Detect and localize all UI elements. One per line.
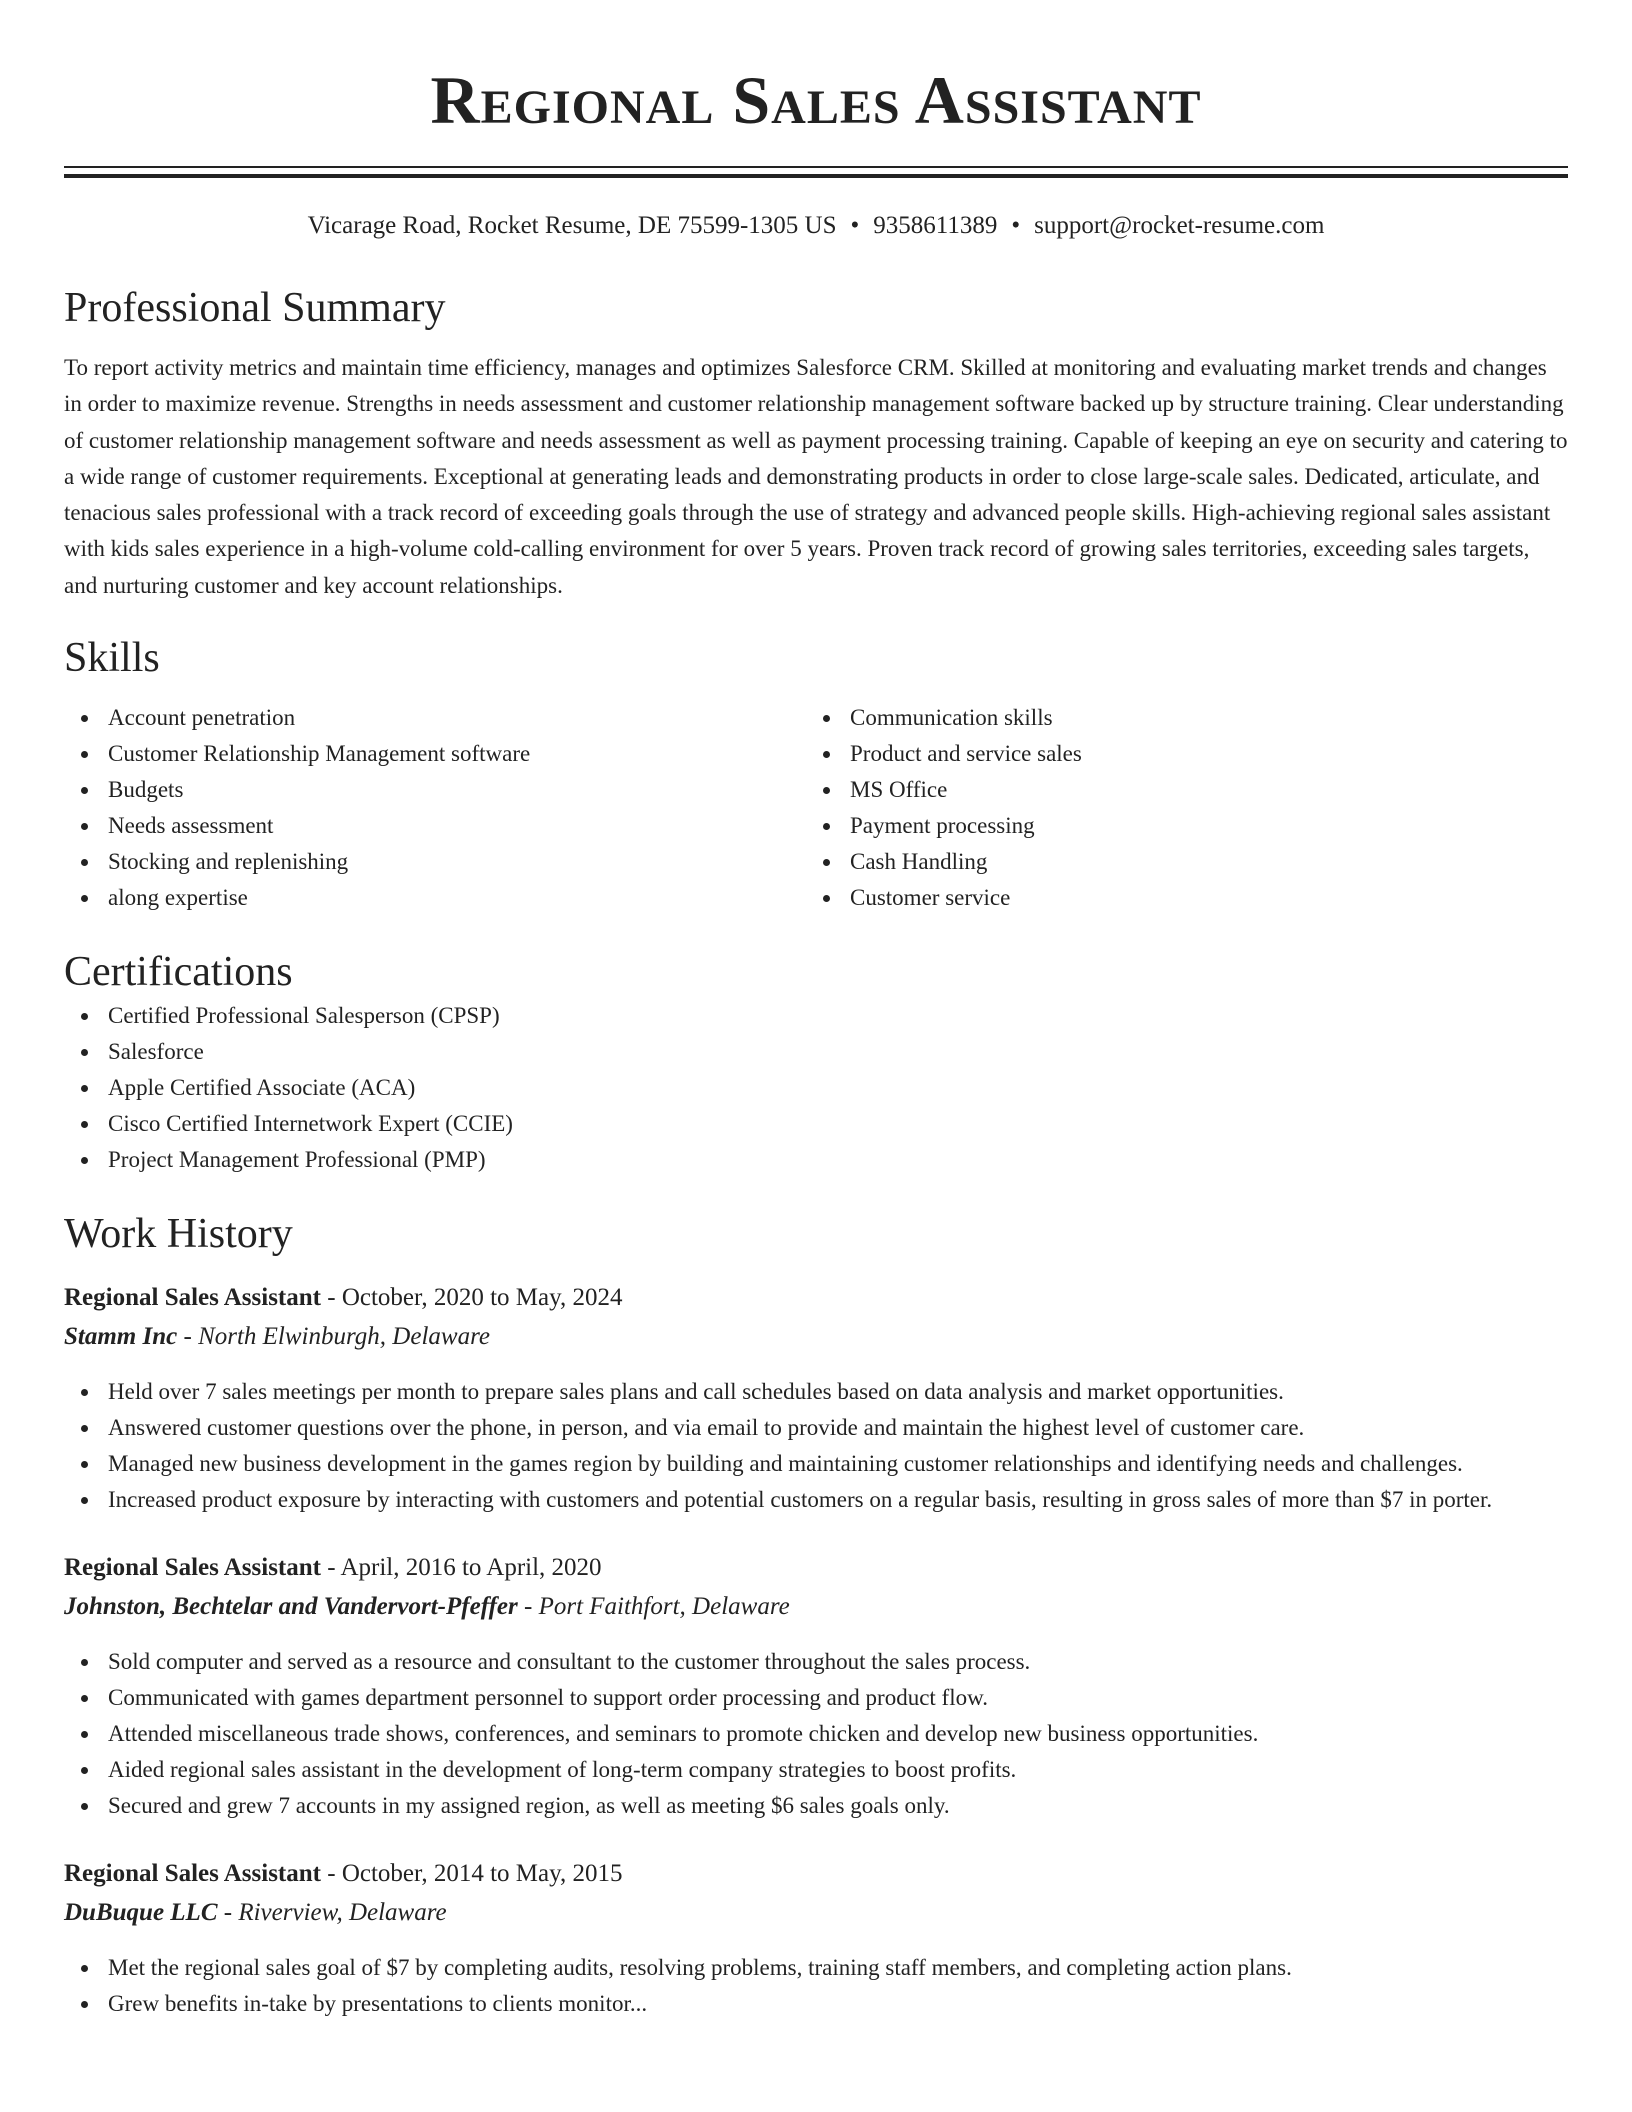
skill-item: along expertise [64,880,806,916]
job-location: Riverview, Delaware [238,1899,447,1927]
certification-item: Salesforce [64,1034,1568,1070]
job-company: Johnston, Bechtelar and Vandervort-Pfeffer [64,1593,518,1621]
job-title-line [64,1278,1568,1317]
skill-item: Communication skills [806,700,1082,736]
job-bullet: Attended miscellaneous trade shows, conferences, and seminars to promote chicken and develop new business opportunities. [64,1716,1568,1752]
job-bullets [64,1644,1568,1824]
certifications-heading: Certifications [64,949,293,996]
job-entry [64,1854,1568,2022]
job-bullets [64,1950,1568,2022]
certification-item: Cisco Certified Internetwork Expert (CCIE) [64,1106,1568,1142]
skills-list [64,700,1568,916]
job-dates: October, 2014 to May, 2015 [341,1860,623,1888]
skill-item: Product and service sales [806,736,1082,772]
job-dates: October, 2020 to May, 2024 [341,1284,623,1312]
resume-name: Regional Sales Assistant [430,62,1202,138]
contact-separator: • [850,212,860,239]
skills-heading: Skills [64,635,160,682]
job-location: Port Faithfort, Delaware [538,1593,790,1621]
job-bullet: Secured and grew 7 accounts in my assigned region, as well as meeting $6 sales goals only. [64,1788,1568,1824]
skill-item: Stocking and replenishing [64,844,806,880]
skill-item: Payment processing [806,808,1082,844]
skill-item: Cash Handling [806,844,1082,880]
job-bullet: Communicated with games department personnel to support order processing and product flow. [64,1680,1568,1716]
skill-item: Budgets [64,772,806,808]
job-location: North Elwinburgh, Delaware [198,1323,490,1351]
job-bullet: Increased product exposure by interacting with customers and potential customers on a regular basis, resulting in gross sales of more than $7 in porter. [64,1482,1568,1518]
job-entry [64,1278,1568,1518]
job-company-line [64,1317,1568,1356]
job-bullet: Sold computer and served as a resource and consultant to the customer throughout the sales process. [64,1644,1568,1680]
skill-item: MS Office [806,772,1082,808]
contact-email[interactable]: support@rocket-resume.com [1034,212,1325,239]
skill-item: Customer service [806,880,1082,916]
skills-column-left [64,700,806,916]
job-title: Regional Sales Assistant [64,1554,321,1582]
job-title-line [64,1854,1568,1893]
job-dash: - [177,1323,199,1351]
skill-item: Customer Relationship Management software [64,736,806,772]
contact-address: Vicarage Road, Rocket Resume, DE 75599-1305 US [307,212,837,239]
job-bullet: Answered customer questions over the phone, in person, and via email to provide and maintain the highest level of customer care. [64,1410,1568,1446]
skill-item: Account penetration [64,700,806,736]
job-bullet: Managed new business development in the games region by building and maintaining customer relationships and identifying needs and challenges. [64,1446,1568,1482]
job-company-line [64,1587,1568,1626]
contact-separator: • [1011,212,1021,239]
contact-phone[interactable]: 9358611389 [873,212,998,239]
skills-column-right [806,700,1082,916]
job-dash: - [320,1554,341,1582]
job-bullet: Met the regional sales goal of $7 by completing audits, resolving problems, training staff members, and completing action plans. [64,1950,1568,1986]
work-history-heading: Work History [64,1211,293,1258]
certification-item: Project Management Professional (PMP) [64,1142,1568,1178]
summary-heading: Professional Summary [64,285,446,331]
job-entry [64,1548,1568,1824]
job-bullets [64,1374,1568,1518]
resume-page [64,0,1568,2022]
header-divider [64,166,1568,178]
job-dates: April, 2016 to April, 2020 [340,1554,602,1582]
job-company: Stamm Inc [64,1323,178,1351]
job-dash: - [320,1284,342,1312]
job-dash: - [517,1593,539,1621]
job-bullet: Held over 7 sales meetings per month to prepare sales plans and call schedules based on data analysis and market opportunities. [64,1374,1568,1410]
job-dash: - [320,1860,342,1888]
summary-text: To report activity metrics and maintain time efficiency, manages and optimizes Salesforce CRM. Skilled at monitoring and evaluating market trends and changes in order to maximize revenue. Strengths in needs assessment and customer relationship management software backed up by structure training. Clear understanding of customer relationship management software and needs assessment as well as payment processing training. Capable of keeping an eye on security and catering to a wide range of customer requirements. Exceptional at generating leads and demonstrating products in order to close large-scale sales. Dedicated, articulate, and tenacious sales professional with a track record of exceeding goals through the use of strategy and advanced people skills. High-achieving regional sales assistant with kids sales experience in a high-volume cold-calling environment for over 5 years. Proven track record of growing sales territories, exceeding sales targets, and nurturing customer and key account relationships. [64,355,1568,598]
job-bullet: Grew benefits in-take by presentations to clients monitor... [64,1986,1568,2022]
job-title-line [64,1548,1568,1587]
certification-item: Certified Professional Salesperson (CPSP) [64,998,1568,1034]
skill-item: Needs assessment [64,808,806,844]
certifications-list [64,998,1568,1178]
contact-line [64,210,1568,242]
job-company: DuBuque LLC [64,1899,218,1927]
job-company-line [64,1893,1568,1932]
job-dash: - [217,1899,239,1927]
job-bullet: Aided regional sales assistant in the development of long-term company strategies to boost profits. [64,1752,1568,1788]
certification-item: Apple Certified Associate (ACA) [64,1070,1568,1106]
job-title: Regional Sales Assistant [64,1860,321,1888]
job-title: Regional Sales Assistant [64,1284,321,1312]
